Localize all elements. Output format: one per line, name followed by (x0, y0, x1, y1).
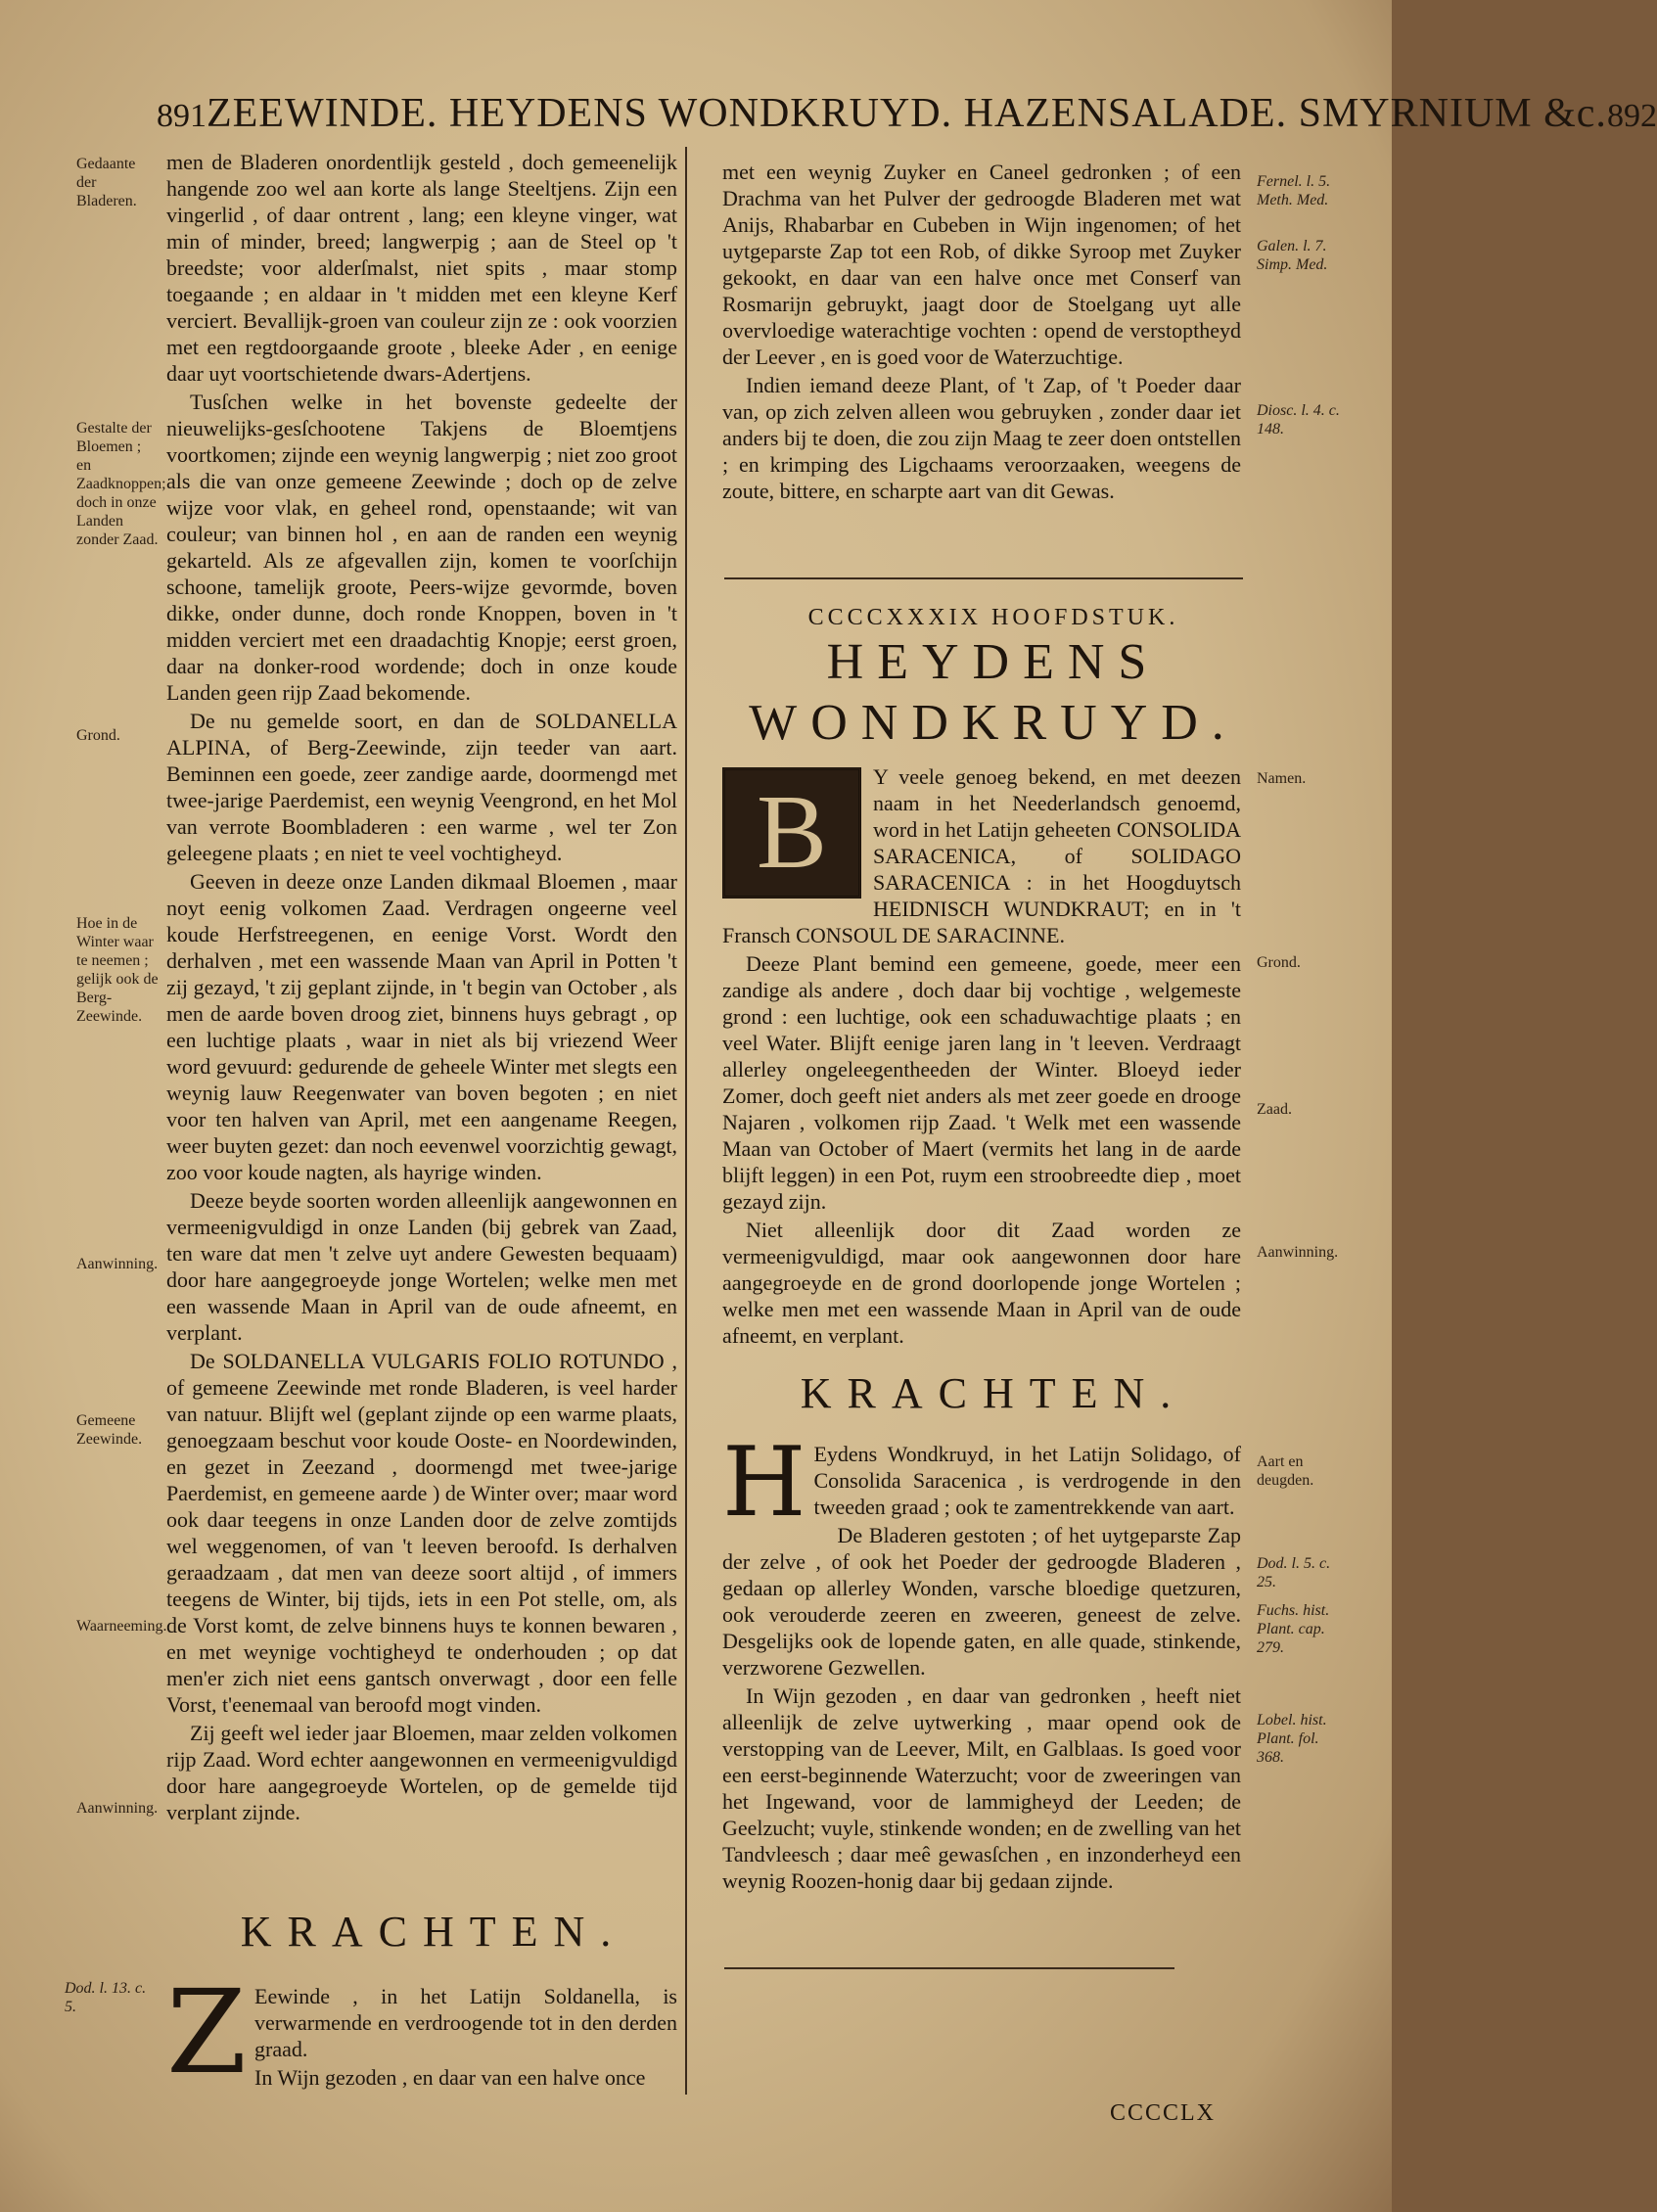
margin-note: Dod. l. 13. c. 5. (65, 1980, 147, 2015)
margin-note: Gestalte der Bloemen ; en Zaadknoppen; doch in onze Landen zonder Zaad. (76, 420, 166, 548)
signature-mark: CCCCLX (1109, 2100, 1216, 2126)
left-krachten-body (166, 1964, 677, 2099)
margin-note: Aanwinning. (1257, 1244, 1339, 1261)
column-divider (685, 147, 687, 2095)
margin-note: Grond. (1257, 954, 1301, 971)
section-rule (724, 577, 1243, 579)
paragraph: Niet alleenlijk door dit Zaad worden ze vermeenigvuldigd, maar ook aangewonnen door hare aangegroeyde en de grond doorlopende jonge Wortelen ; welke men met een wassende Maan in April van de oude afneemt, en verplant. (722, 1218, 1241, 1348)
paragraph: Deeze Plant bemind een gemeene, goede, meer een zandige als andere , doch daar bij vochtige , welgemeste grond : een luchtige, ook een schaduwachtige plaats ; en veel Water. Blijft eenige jaren lang in 't leeven. Verdraagt allerley ongeleegentheeden der Winter. Bloeyd ieder Zomer, doch geeft niet anders als met zeer goede en drooge Najaren , volkomen rijp Zaad. 't Welk met een wassende Maan van October of Maert (vermits het lang in de aarde blijft leggen) in een Pot, ruym een stroobreedte diep , moet gezayd zijn. (722, 951, 1241, 1214)
paragraph: Y veele genoeg bekend, en met deezen naam in het Neederlandsch genoemd, word in het Latijn geheeten CONSOLIDA SARACENICA, of SOLIDAGO SARACENICA : in het Hoogduytsch HEIDNISCH WUNDKRAUT; en in 't Fransch CONSOUL DE SARACINNE. (722, 764, 1241, 947)
paragraph: Geeven in deeze onze Landen dikmaal Bloemen , maar noyt eenig volkomen Zaad. Verdragen ongeerne veel koude Herfstreegenen, en eenige Vorst. Wordt den derhalven , met een wassende Maan van April in Potten 't zij gezayd, 't zij geplant zijnde, in 't begin van October , als men de aarde boven droog ziet, binnens huys gebragt , op een luchtige plaats , waar in niet als bij vriezend Weer word gevuurd: gedurende de geheele Winter met slegts een weynig lauw Reegenwater van boven begoten ; en niet voor ten halven van April, met een aangename Reegen, weer buyten gezet: dan noch eevenwel voorzichtig gewagt, zoo voor koude nagten, als hayrige winden. (166, 869, 677, 1184)
paragraph: met een weynig Zuyker en Caneel gedronken ; of een Drachma van het Pulver der gedroogde Bladeren met wat Anijs, Rhabarbar en Cubeben in Wijn ingenomen; of het uytgeparste Zap tot een Rob, of dikke Syroop met Zuyker gekookt, en daar van een halve once met Conserf van Rosmarijn gebruykt, jaagt door de Stoelgang uyt alle overvloedige waterachtige vochten : opend de verstoptheyd der Leever , en is goed voor de Waterzuchtige. (722, 160, 1241, 369)
drop-cap: H (722, 1427, 806, 1539)
margin-note: Aart en deugden. (1257, 1453, 1314, 1489)
paragraph: Indien iemand deeze Plant, of 't Zap, of 't Poeder daar van, op zich zelven alleen wou gebruyken , zonder daar iet anders bij te doen, die zou zijn Maag te zeer doen ontstellen ; en krimping des Ligchaams veroorzaaken, weegens de zoute, bittere, en scharpte aart van dit Gewas. (722, 373, 1241, 503)
paragraph: Eydens Wondkruyd, in het Latijn Solidago, of Consolida Saracenica , is verdrogende in den tweeden graad ; ook te zamentrekkende van aart. (813, 1442, 1241, 1519)
left-column (166, 149, 677, 1827)
section-rule (724, 1967, 1174, 1969)
page-header (157, 90, 1657, 137)
margin-note: Aanwinning. (76, 1256, 159, 1272)
margin-note: Lobel. hist. Plant. fol. 368. (1257, 1712, 1327, 1766)
margin-note: Diosc. l. 4. c. 148. (1257, 402, 1340, 438)
margin-note: Gemeene Zeewinde. (76, 1412, 143, 1448)
chapter-title-line1: HEYDENS (826, 634, 1161, 690)
paragraph: Tusſchen welke in het bovenste gedeelte der nieuwelijks-gesſchootene Takjens de Bloemtjens voortkomen; zijnde een weynig langwerpig ; niet zoo groot als die van onze gemeene Zeewinde ; doch op de zelve wijze voor vlak, en geheel rond, openstaande; wit van couleur; van binnen hol , en aan de randen een weynig gekarteld. Als ze afgevallen zijn, komen te voorſchijn schoone, tamelijk groote, Peers-wijze gevormde, boven dikke, onder dunne, doch ronde Knoppen, boven in 't midden verciert met een draadachtig Knopje; eerst groen, daar na donker-rood wordende; doch in onze koude Landen geen rijp Zaad bekomende. (166, 390, 677, 705)
margin-note: Fernel. l. 5. Meth. Med. (1257, 173, 1331, 208)
margin-note: Zaad. (1257, 1101, 1292, 1118)
paragraph: De SOLDANELLA VULGARIS FOLIO ROTUNDO , of gemeene Zeewinde met ronde Bladeren, is veel harder van natuur. Blijft wel (geplant zijnde op een warme plaats, genoegzaam beschut voor koude Ooste- en Noordewinden, en gezet in Zeezand , doormengd met twee-jarige Paerdemist, en gemeene aarde ) de Winter over; maar word ook daar teegens in onze Landen door de zelve zomtijds wel weggenomen, of van 't leeven beroofd. Is derhalven geraadzaam , dat men van deeze soort altijd , of immers teegens de Winter, bij tijds, iets in een Pot stelle, om, als de Vorst komt, de zelve binnens huys te konnen bewaren , en met weynige vochtigheyd te onderhouden ; op dat men'er zich niet eens gantsch onverwagt , door een felle Vorst, t'eenemaal van beroofd mogt vinden. (166, 1349, 677, 1717)
krachten-heading: KRACHTEN. (800, 1369, 1187, 1417)
margin-note: Gedaante der Bladeren. (76, 156, 137, 209)
paragraph: Deeze beyde soorten worden alleenlijk aangewonnen en vermeenigvuldigd in onze Landen (bij gebrek van Zaad, ten ware dat men 't zelve uyt andere Gewesten bequaam) door hare aangegroeyde jonge Wortelen; welke men met een wassende Maan in April van de oude afneemt, en verplant. (166, 1188, 677, 1345)
margin-note: Waarneeming. (76, 1618, 167, 1635)
paragraph: De Bladeren gestoten ; of het uytgeparste Zap der zelve , of ook het Poeder der gedroogde Bladeren , gedaan op allerley Wonden, varsche bloedige quetzuren, ook verouderde zeeren en zweeren, geneest de zelve. Desgelijks ook de lopende gaten, en alle quade, stinkende, verzworene Gezwellen. (722, 1523, 1241, 1680)
paragraph: In Wijn gezoden , en daar van een halve once (254, 2065, 646, 2090)
right-column-top (722, 159, 1241, 506)
margin-note: Namen. (1257, 770, 1307, 787)
chapter-number: CCCCXXXIX HOOFDSTUK. (807, 605, 1179, 630)
right-krachten-section (722, 1369, 1241, 1417)
paragraph: In Wijn gezoden , en daar van gedronken , heeft niet alleenlijk de zelve uytwerking , maar opend ook de verstopping van de Leever, Milt, en Galblaas. Is goed voor een eerst-beginnende Waterzucht; voor de zweeringen van het Ingewand, voor de lammigheyd der Leeden; de Geelzucht; vuyle, stinkende wonden; en de zwelling van het Tandvleesch ; daar meê gewasſchen , en inzonderheyd een weynig Roozen-honig daar bij gedaan zijnde. (722, 1683, 1241, 1893)
margin-note: Hoe in de Winter waar te neemen ; gelijk ook de Berg-Zeewinde. (76, 915, 159, 1025)
paragraph: Eewinde , in het Latijn Soldanella, is verwarmende en verdroogende tot in den derden graad. (254, 1984, 677, 2061)
page-number-right: 892 (1606, 98, 1657, 134)
paragraph: De nu gemelde soort, en dan de SOLDANELLA ALPINA, of Berg-Zeewinde, zijn teeder van aart. Beminnen een goede, zeer zandige aarde, doormengd met twee-jarige Paerdemist, een weynig Veengrond, en het Mol van verrote Boombladeren : een warme , wel ter Zon geleegene plaats ; en niet te veel vochtigheyd. (166, 709, 677, 865)
right-column-body (722, 763, 1241, 1351)
left-krachten-section (166, 1908, 677, 1956)
decorated-initial: B (722, 767, 861, 899)
chapter-title-line2: WONDKRUYD. (749, 695, 1238, 751)
margin-note: Fuchs. hist. Plant. cap. 279. (1257, 1602, 1330, 1656)
right-krachten-body (722, 1427, 1241, 1896)
margin-note: Galen. l. 7. Simp. Med. (1257, 238, 1328, 273)
margin-note: Dod. l. 5. c. 25. (1257, 1555, 1331, 1590)
chapter-heading (722, 605, 1241, 755)
paragraph: Zij geeft wel ieder jaar Bloemen, maar zelden volkomen rijp Zaad. Word echter aangewonnen en vermeenigvuldigd door hare aangegroeyde Wortelen, op de gemelde tijd verplant zijnde. (166, 1721, 677, 1824)
margin-note: Grond. (76, 727, 120, 744)
krachten-heading: KRACHTEN. (240, 1908, 627, 1956)
margin-note: Aanwinning. (76, 1800, 159, 1817)
paragraph: men de Bladeren onordentlijk gesteld , doch gemeenelijk hangende zoo wel aan korte als lange Steeltjens. Zijn een vingerlid , of daar ontrent , lang; een kleyne vinger, wat min of minder, breed; langwerpig ; aan de Steel op 't breedste; voor alderſmalst, niet spits , maar stomp toegaande ; en aldaar in 't midden met een kleyne Kerf verciert. Bevallijk-groen van couleur zijn ze : ook voorzien met een regtdoorgaande groote , bleeke Ader , en eenige daar uyt voortschietende dwars-Adertjens. (166, 150, 677, 386)
running-title: ZEEWINDE. HEYDENS WONDKRUYD. HAZENSALADE. SMYRNIUM &c. (207, 91, 1607, 136)
page-number-left: 891 (157, 98, 207, 134)
drop-cap: Z (166, 1964, 247, 2099)
